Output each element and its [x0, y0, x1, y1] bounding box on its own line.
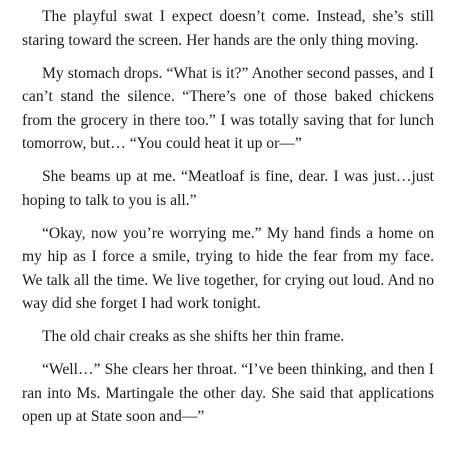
paragraph: The playful swat I expect doesn’t come. Instead, she’s still staring toward the screen. Her hands are the only thing moving.: [22, 8, 434, 49]
paragraph: My stomach drops. “What is it?” Another second passes, and I can’t stand the silence. “There’s one of those baked chickens from the grocery in there too.” I was totally saving that for lunch tomorrow, but… “You could heat it up or—”: [22, 64, 434, 152]
paragraph: “Okay, now you’re worrying me.” My hand finds a home on my hip as I force a smile, trying to hide the fear from my face. We talk all the time. We live together, for crying out loud. And no way did she forget I had work tonight.: [22, 224, 434, 312]
paragraph: She beams up at me. “Meatloaf is fine, dear. I was just…just hoping to talk to you is all.”: [22, 168, 434, 209]
paragraph: “Well…” She clears her throat. “I’ve been thinking, and then I ran into Ms. Martingale the other day. She said that applications open up at State soon and—”: [22, 361, 434, 425]
paragraph: The old chair creaks as she shifts her thin frame.: [42, 328, 345, 345]
book-page: [22, 5, 434, 438]
